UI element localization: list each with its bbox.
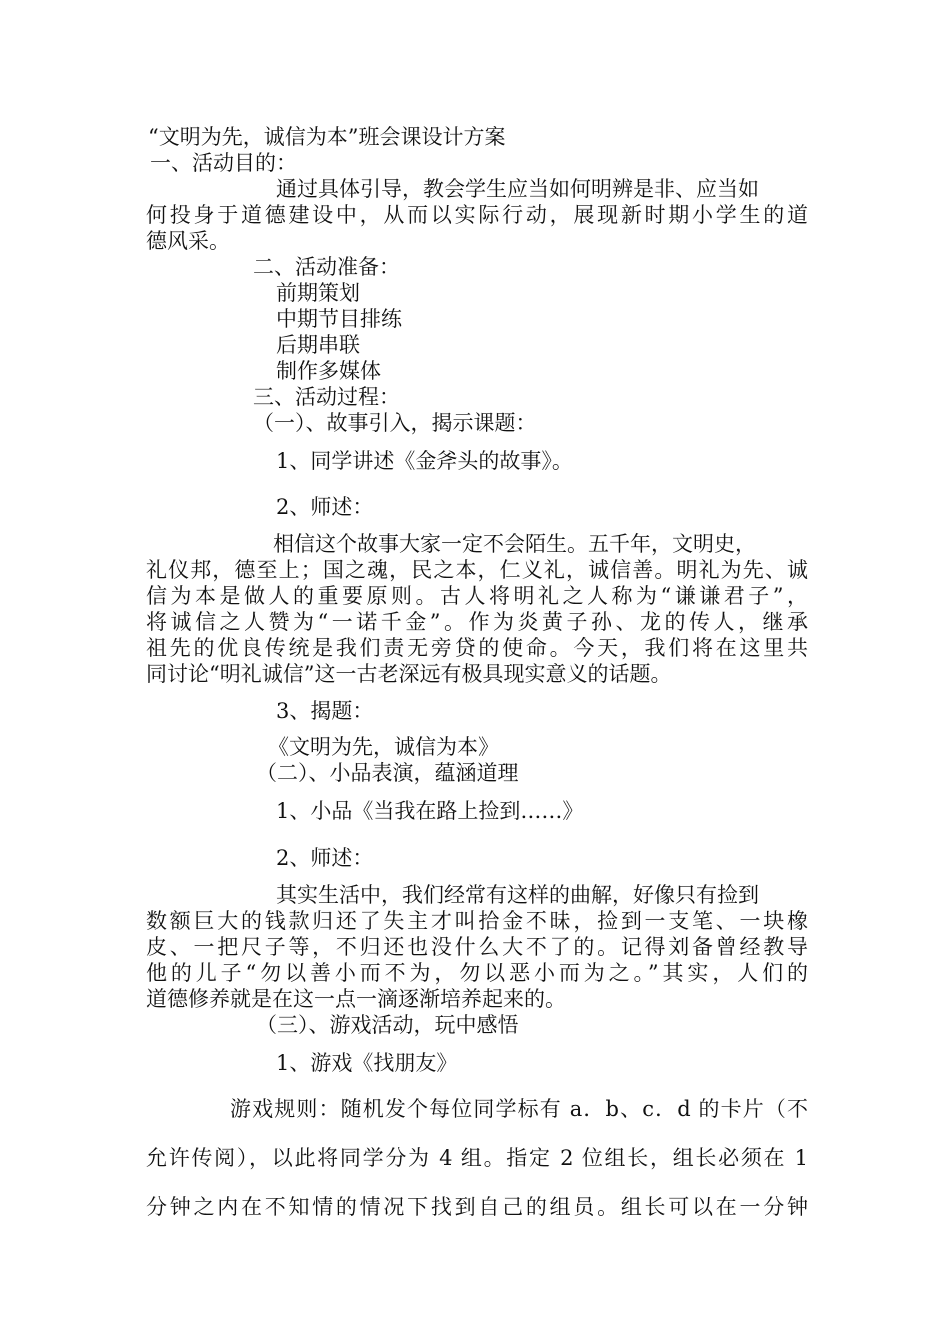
section-2-item: 中期节目排练 [276, 307, 402, 331]
game-rules-line: 允许传阅），以此将同学分为 4 组。指定 2 位组长，组长必须在 1 [146, 1146, 808, 1170]
part-1-paragraph-line: 祖先的优良传统是我们责无旁贷的使命。今天，我们将在这里共 [146, 636, 808, 660]
part-2-item-2: 2、师述： [276, 846, 374, 870]
part-1-item-3: 3、揭题： [276, 699, 374, 723]
section-1-line-1: 通过具体引导，教会学生应当如何明辨是非、应当如 [276, 177, 759, 201]
game-rules-line: 分钟之内在不知情的情况下找到自己的组员。组长可以在一分钟 [146, 1195, 808, 1219]
part-1-paragraph-line: 信为本是做人的重要原则。古人将明礼之人称为“谦谦君子”， [146, 584, 808, 608]
part-1-item-1: 1、同学讲述《金斧头的故事》。 [276, 449, 573, 473]
section-1-line-2: 何投身于道德建设中，从而以实际行动，展现新时期小学生的道 [146, 203, 808, 227]
part-2-paragraph-line: 其实生活中，我们经常有这样的曲解，好像只有捡到 [276, 883, 759, 907]
part-2-paragraph-line: 道德修养就是在这一点一滴逐渐培养起来的。 [146, 987, 566, 1011]
section-2-item: 前期策划 [276, 281, 360, 305]
game-rules-line: 游戏规则：随机发个每位同学标有 a．b、c．d 的卡片（不 [230, 1097, 808, 1121]
section-1-line-3: 德风采。 [146, 229, 230, 253]
part-2-paragraph-line: 数额巨大的钱款归还了失主才叫拾金不昧，捡到一支笔、一块橡 [146, 909, 808, 933]
document-title: “文明为先，诚信为本”班会课设计方案 [148, 125, 506, 149]
part-2-heading: （二）、小品表演，蕴涵道理 [256, 761, 519, 785]
part-1-item-2: 2、师述： [276, 495, 374, 519]
part-1-heading: （一）、故事引入，揭示课题： [253, 411, 537, 435]
part-2-item-1: 1、小品《当我在路上捡到……》 [276, 799, 584, 823]
part-1-paragraph-line: 礼仪邦，德至上；国之魂，民之本，仁义礼，诚信善。明礼为先、诚 [146, 558, 808, 582]
lesson-topic: 《文明为先，诚信为本》 [268, 735, 499, 759]
part-1-paragraph-line: 同讨论“明礼诚信”这一古老深远有极具现实意义的话题。 [146, 662, 672, 686]
part-3-item-1: 1、游戏《找朋友》 [276, 1051, 458, 1075]
part-2-paragraph-line: 皮、一把尺子等，不归还也没什么大不了的。记得刘备曾经教导 [146, 935, 808, 959]
part-2-paragraph-line: 他的儿子“勿以善小而不为，勿以恶小而为之。”其实，人们的 [146, 961, 808, 985]
section-2-item: 后期串联 [276, 333, 360, 357]
section-2-item: 制作多媒体 [276, 359, 381, 383]
section-1-heading: 一、活动目的： [150, 151, 297, 175]
part-1-paragraph-line: 相信这个故事大家一定不会陌生。五千年，文明史， [273, 532, 756, 556]
section-2-heading: 二、活动准备： [253, 255, 400, 279]
part-3-heading: （三）、游戏活动，玩中感悟 [256, 1013, 519, 1037]
section-3-heading: 三、活动过程： [253, 385, 400, 409]
part-1-paragraph-line: 将诚信之人赞为“一诺千金”。作为炎黄子孙、龙的传人，继承 [146, 610, 808, 634]
